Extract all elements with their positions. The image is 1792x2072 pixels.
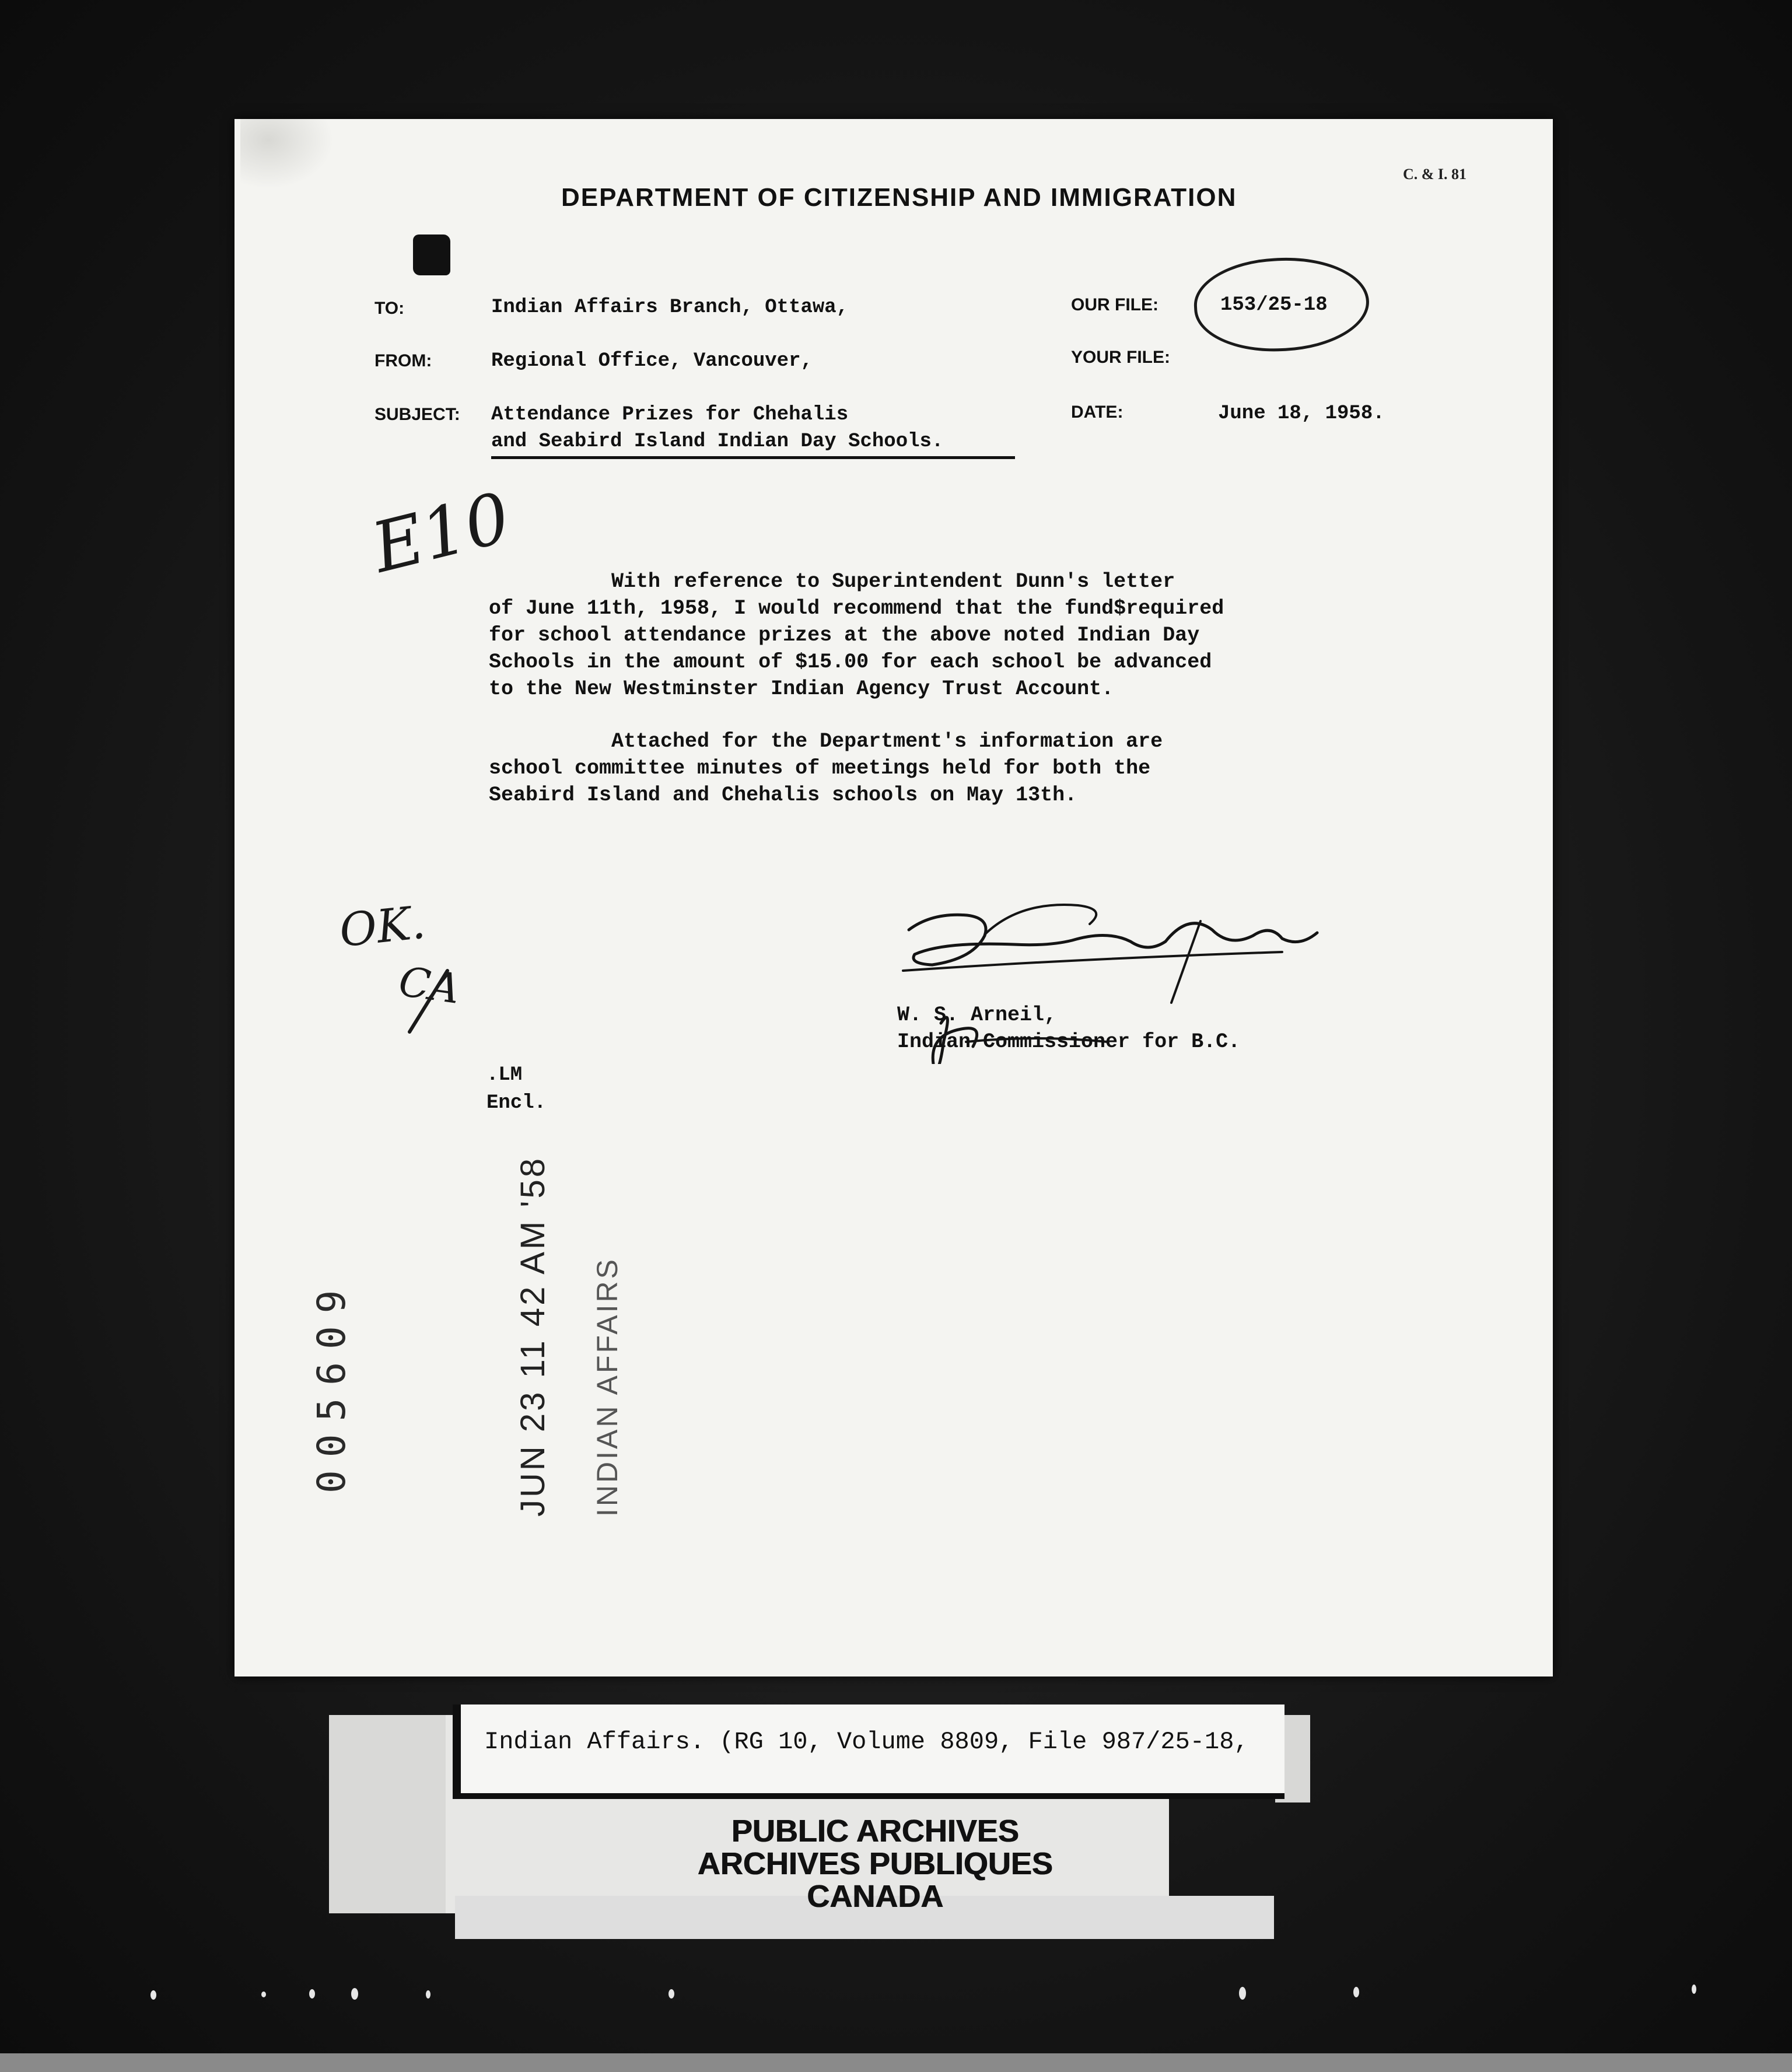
film-dot xyxy=(426,1990,430,1999)
document-page xyxy=(235,119,1553,1676)
body-paragraph-2: Attached for the Department's information are school committee minutes of meetings held for both the Seabird Island and Chehalis schools on May 13th. xyxy=(489,730,1163,807)
from-label: FROM: xyxy=(374,351,432,370)
film-dot xyxy=(1692,1985,1696,1994)
our-file-value: 153/25-18 xyxy=(1220,294,1328,316)
handwritten-approval: OK. xyxy=(337,896,428,958)
registry-number-stamp: 005609 xyxy=(309,1277,354,1493)
film-dot xyxy=(1353,1987,1359,1997)
film-dot xyxy=(261,1992,266,1997)
archive-card-tab xyxy=(329,1715,446,1913)
signatory-title: Indian Commissioner for B.C. xyxy=(897,1030,1241,1054)
punch-hole xyxy=(413,235,450,275)
received-date-stamp: JUN 23 11 42 AM '58 xyxy=(514,1156,552,1517)
subject-line-1: Attendance Prizes for Chehalis xyxy=(491,404,849,426)
film-dot xyxy=(351,1988,358,2000)
date-label: DATE: xyxy=(1071,402,1124,422)
body-paragraph-1: With reference to Superintendent Dunn's letter of June 11th, 1958, I would recommend that the fund$required for school attendance prizes at the above noted Indian Day Schools in the amount of $15.00 for each school be advanced to the New Westminster Indian Agency Trust Account. xyxy=(489,570,1224,701)
archive-title-line-3: CANADA xyxy=(807,1879,943,1914)
subject-label: SUBJECT: xyxy=(374,405,460,424)
handwritten-initials: CA xyxy=(396,957,463,1013)
archive-title-line-2: ARCHIVES PUBLIQUES xyxy=(697,1846,1053,1881)
date-value: June 18, 1958. xyxy=(1218,402,1385,425)
initials-stroke xyxy=(392,959,462,1041)
subject-line-2: and Seabird Island Indian Day Schools. xyxy=(491,430,944,453)
to-value: Indian Affairs Branch, Ottawa, xyxy=(491,296,849,318)
film-dot xyxy=(1239,1987,1246,2000)
archive-reference: Indian Affairs. (RG 10, Volume 8809, File 987/25-18, xyxy=(484,1728,1249,1756)
signatory-name: W. S. Arneil, xyxy=(897,1003,1057,1027)
typist-initials: .LM xyxy=(487,1064,523,1086)
your-file-label: YOUR FILE: xyxy=(1071,348,1170,367)
film-dot xyxy=(150,1990,156,2000)
enclosure-note: Encl. xyxy=(487,1092,547,1114)
subject-underline xyxy=(491,456,1015,459)
handwritten-file-mark: E10 xyxy=(364,477,518,589)
to-label: TO: xyxy=(374,299,405,318)
form-code: C. & I. 81 xyxy=(1402,166,1466,183)
film-dot xyxy=(668,1989,674,1999)
film-dot xyxy=(309,1989,315,1999)
received-branch-stamp: INDIAN AFFAIRS xyxy=(591,1257,624,1517)
film-bottom-edge xyxy=(0,2053,1792,2072)
archive-reference-label xyxy=(453,1704,1284,1799)
archive-title-line-1: PUBLIC ARCHIVES xyxy=(731,1814,1019,1849)
from-value: Regional Office, Vancouver, xyxy=(491,350,813,372)
our-file-label: OUR FILE: xyxy=(1071,295,1158,314)
department-heading: DEPARTMENT OF CITIZENSHIP AND IMMIGRATION xyxy=(561,183,1237,212)
page-smudge xyxy=(240,119,334,189)
